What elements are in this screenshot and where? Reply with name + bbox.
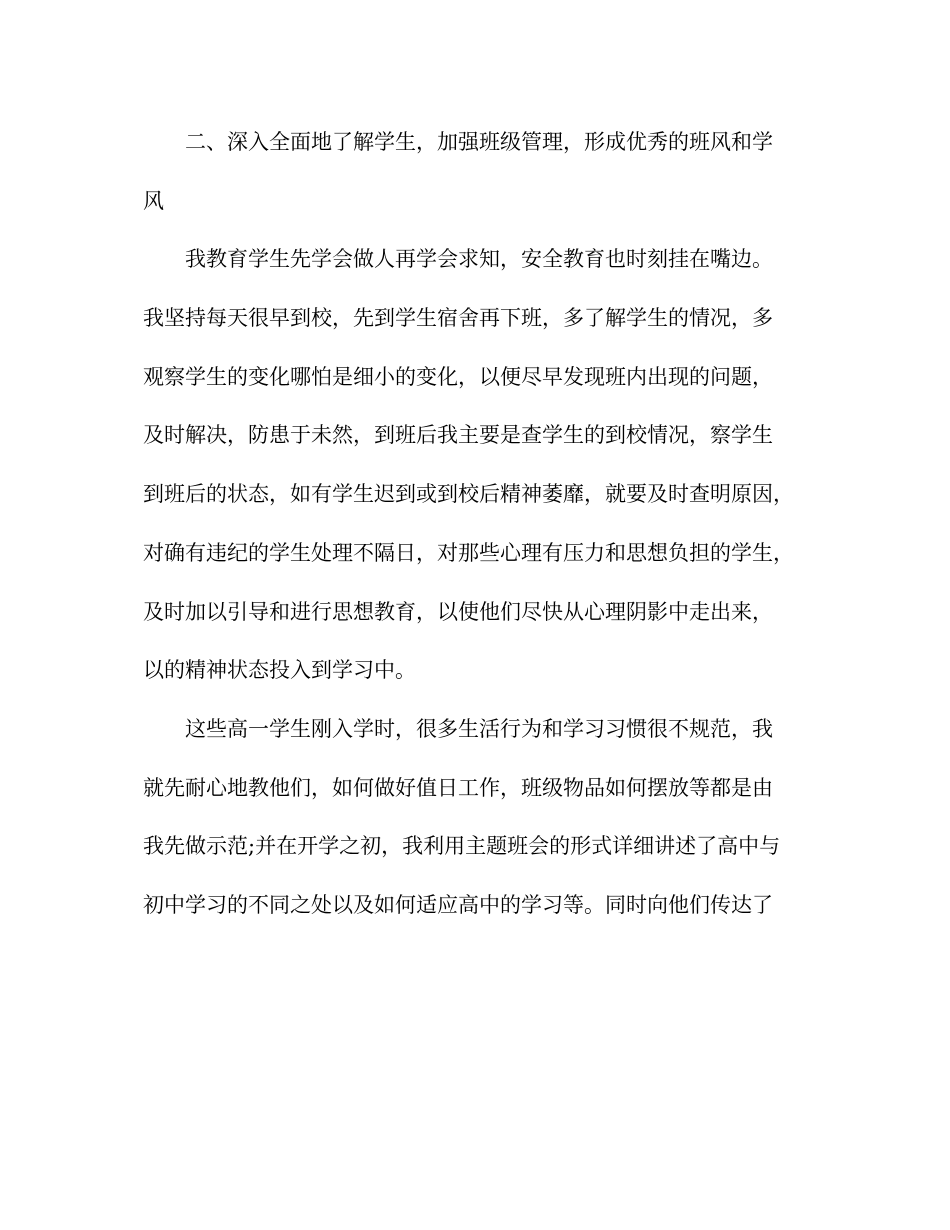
text-line-13: 我先做示范;并在开学之初，我利用主题班会的形式详细讲述了高中与 <box>143 834 781 859</box>
text-line-14: 初中学习的不同之处以及如何适应高中的学习等。同时向他们传达了 <box>143 892 773 917</box>
text-line-12: 就先耐心地教他们，如何做好值日工作，班级物品如何摆放等都是由 <box>143 775 773 800</box>
text-line-8: 对确有违纪的学生处理不隔日，对那些心理有压力和思想负担的学生， <box>143 540 794 565</box>
document-body <box>143 120 808 942</box>
text-line-4: 我坚持每天很早到校，先到学生宿舍再下班，多了解学生的情况，多 <box>143 306 773 331</box>
text-line-10: 以的精神状态投入到学习中。 <box>143 658 416 683</box>
text-line-6: 及时解决，防患于未然，到班后我主要是查学生的到校情况，察学生 <box>143 423 773 448</box>
text-line-7: 到班后的状态，如有学生迟到或到校后精神萎靡，就要及时查明原因， <box>143 482 794 507</box>
text-line-2: 风 <box>143 188 164 213</box>
text-line-9: 及时加以引导和进行思想教育，以使他们尽快从心理阴影中走出来， <box>143 599 773 624</box>
text-line-5: 观察学生的变化哪怕是细小的变化，以便尽早发现班内出现的问题， <box>143 364 773 389</box>
text-line-3: 我教育学生先学会做人再学会求知，安全教育也时刻挂在嘴边。 <box>185 247 773 272</box>
text-line-1: 二、深入全面地了解学生，加强班级管理，形成优秀的班风和学 <box>185 130 773 154</box>
text-line-11: 这些高一学生刚入学时，很多生活行为和学习习惯很不规范，我 <box>185 716 773 741</box>
